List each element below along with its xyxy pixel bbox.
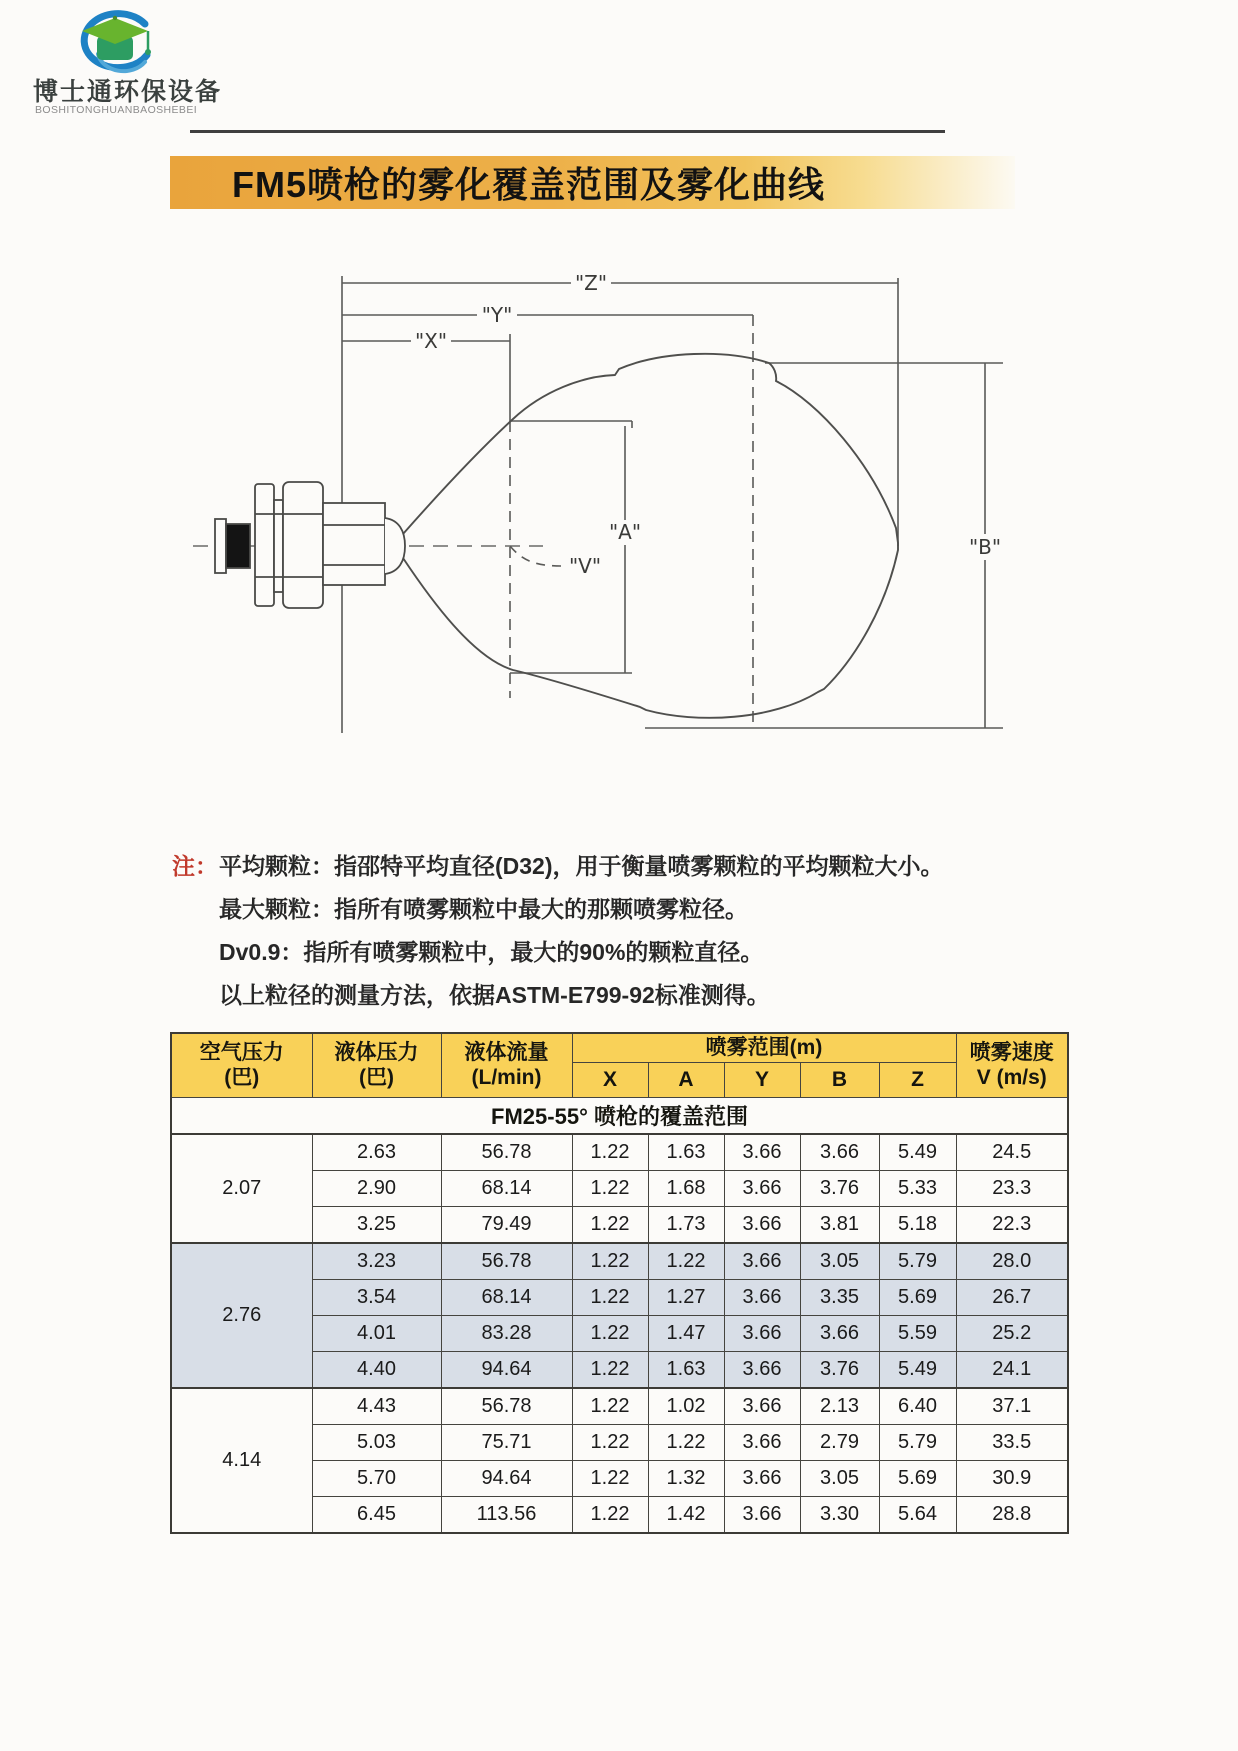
cell-value: 3.66	[724, 1171, 800, 1207]
col-header-z: Z	[879, 1063, 956, 1098]
col-header-liquid-flow: 液体流量 (L/min)	[441, 1033, 572, 1098]
logo-graphic-icon	[50, 10, 180, 76]
note-prefix: 注：	[172, 853, 218, 879]
cell-value: 37.1	[956, 1388, 1068, 1425]
cell-value: 4.43	[312, 1388, 441, 1425]
cell-value: 3.23	[312, 1243, 441, 1280]
cell-value: 94.64	[441, 1352, 572, 1389]
col-header-b: B	[800, 1063, 879, 1098]
col-header-spray-range: 喷雾范围(m)	[572, 1033, 956, 1063]
cell-value: 1.22	[572, 1316, 648, 1352]
spray-gun-nozzle	[215, 482, 405, 608]
cell-value: 22.3	[956, 1207, 1068, 1244]
note-line-3	[172, 931, 1002, 974]
cell-value: 3.66	[724, 1134, 800, 1171]
cell-value: 1.47	[648, 1316, 724, 1352]
col-header-y: Y	[724, 1063, 800, 1098]
table-row	[171, 1243, 1068, 1280]
note-line-1	[172, 845, 1002, 888]
cell-value: 1.22	[572, 1461, 648, 1497]
cell-value: 3.66	[724, 1316, 800, 1352]
cell-value: 2.63	[312, 1134, 441, 1171]
cell-air-pressure: 2.76	[171, 1243, 312, 1388]
cell-value: 83.28	[441, 1316, 572, 1352]
cell-value: 3.35	[800, 1280, 879, 1316]
dimension-labels	[411, 271, 1009, 578]
cell-value: 1.63	[648, 1352, 724, 1389]
cell-value: 3.66	[724, 1461, 800, 1497]
cell-value: 56.78	[441, 1243, 572, 1280]
col-header-x: X	[572, 1063, 648, 1098]
dim-label-x: "X"	[414, 329, 448, 353]
cell-value: 94.64	[441, 1461, 572, 1497]
col-header-velocity: 喷雾速度 V (m/s)	[956, 1033, 1068, 1098]
cell-value: 1.32	[648, 1461, 724, 1497]
cell-value: 3.25	[312, 1207, 441, 1244]
header-divider	[190, 130, 945, 133]
spec-table-body	[171, 1134, 1068, 1533]
cell-value: 5.79	[879, 1425, 956, 1461]
cell-value: 1.22	[572, 1497, 648, 1534]
cell-value: 25.2	[956, 1316, 1068, 1352]
cell-value: 3.66	[724, 1207, 800, 1244]
cell-air-pressure: 2.07	[171, 1134, 312, 1243]
dim-label-z: "Z"	[574, 271, 608, 295]
cell-value: 1.63	[648, 1134, 724, 1171]
cell-value: 1.68	[648, 1171, 724, 1207]
cell-value: 3.66	[724, 1243, 800, 1280]
cell-value: 28.8	[956, 1497, 1068, 1534]
cell-value: 3.54	[312, 1280, 441, 1316]
coverage-table	[170, 1032, 1069, 1534]
cell-value: 30.9	[956, 1461, 1068, 1497]
dim-label-b: "B"	[968, 535, 1002, 559]
cell-value: 1.22	[648, 1425, 724, 1461]
cell-value: 113.56	[441, 1497, 572, 1534]
cell-value: 1.22	[572, 1352, 648, 1389]
cell-value: 5.49	[879, 1352, 956, 1389]
cell-value: 3.76	[800, 1171, 879, 1207]
cell-value: 1.27	[648, 1280, 724, 1316]
cell-value: 3.66	[724, 1352, 800, 1389]
table-title-row	[171, 1098, 1068, 1135]
cell-value: 5.70	[312, 1461, 441, 1497]
cell-value: 1.22	[572, 1134, 648, 1171]
cell-value: 1.22	[572, 1425, 648, 1461]
dim-label-v: "V"	[568, 554, 602, 578]
cell-value: 2.13	[800, 1388, 879, 1425]
col-header-liquid-pressure: 液体压力 (巴)	[312, 1033, 441, 1098]
col-header-air-pressure: 空气压力 (巴)	[171, 1033, 312, 1098]
note-text: 平均颗粒：指邵特平均直径(D32)，用于衡量喷雾颗粒的平均颗粒大小。	[219, 853, 944, 879]
cell-value: 5.64	[879, 1497, 956, 1534]
cell-value: 79.49	[441, 1207, 572, 1244]
notes-section	[172, 845, 1002, 1017]
note-line-2	[172, 888, 1002, 931]
cell-air-pressure: 4.14	[171, 1388, 312, 1533]
cell-value: 68.14	[441, 1171, 572, 1207]
logo-company-name: 博士通环保设备	[33, 78, 223, 106]
table-row	[171, 1134, 1068, 1171]
cell-value: 3.30	[800, 1497, 879, 1534]
cell-value: 5.49	[879, 1134, 956, 1171]
cell-value: 3.66	[724, 1280, 800, 1316]
cell-value: 24.5	[956, 1134, 1068, 1171]
cell-value: 5.03	[312, 1425, 441, 1461]
spray-coverage-diagram	[175, 228, 1035, 743]
dim-label-a: "A"	[608, 520, 642, 544]
cell-value: 1.22	[572, 1388, 648, 1425]
note-text: 以上粒径的测量方法，依据ASTM-E799-92标准测得。	[219, 982, 770, 1008]
note-line-4	[172, 974, 1002, 1017]
cell-value: 1.22	[572, 1280, 648, 1316]
table-header-row	[171, 1033, 1068, 1063]
cell-value: 3.81	[800, 1207, 879, 1244]
col-header-a: A	[648, 1063, 724, 1098]
cell-value: 3.05	[800, 1461, 879, 1497]
note-text: Dv0.9：指所有喷雾颗粒中，最大的90%的颗粒直径。	[219, 939, 764, 965]
cell-value: 75.71	[441, 1425, 572, 1461]
cell-value: 5.69	[879, 1280, 956, 1316]
cell-value: 1.22	[572, 1171, 648, 1207]
cell-value: 1.73	[648, 1207, 724, 1244]
cell-value: 6.40	[879, 1388, 956, 1425]
company-logo	[30, 8, 230, 128]
dim-label-y: "Y"	[481, 303, 513, 327]
cell-value: 5.69	[879, 1461, 956, 1497]
cell-value: 26.7	[956, 1280, 1068, 1316]
cell-value: 3.66	[724, 1497, 800, 1534]
cell-value: 3.76	[800, 1352, 879, 1389]
cell-value: 5.59	[879, 1316, 956, 1352]
note-text: 最大颗粒：指所有喷雾颗粒中最大的那颗喷雾粒径。	[219, 896, 748, 922]
cell-value: 2.79	[800, 1425, 879, 1461]
cell-value: 1.22	[648, 1243, 724, 1280]
cell-value: 1.22	[572, 1207, 648, 1244]
logo-company-name-pinyin: BOSHITONGHUANBAOSHEBEI	[35, 104, 198, 116]
cell-value: 56.78	[441, 1134, 572, 1171]
table-title: FM25-55° 喷枪的覆盖范围	[171, 1098, 1068, 1135]
cell-value: 5.79	[879, 1243, 956, 1280]
page-title: FM5喷枪的雾化覆盖范围及雾化曲线	[232, 164, 826, 205]
cell-value: 3.66	[800, 1316, 879, 1352]
cell-value: 3.66	[724, 1425, 800, 1461]
cell-value: 1.42	[648, 1497, 724, 1534]
cell-value: 24.1	[956, 1352, 1068, 1389]
cell-value: 4.40	[312, 1352, 441, 1389]
cell-value: 23.3	[956, 1171, 1068, 1207]
cell-value: 5.18	[879, 1207, 956, 1244]
cell-value: 2.90	[312, 1171, 441, 1207]
cell-value: 28.0	[956, 1243, 1068, 1280]
cell-value: 4.01	[312, 1316, 441, 1352]
cell-value: 3.66	[724, 1388, 800, 1425]
cell-value: 3.05	[800, 1243, 879, 1280]
cell-value: 1.22	[572, 1243, 648, 1280]
cell-value: 1.02	[648, 1388, 724, 1425]
cell-value: 56.78	[441, 1388, 572, 1425]
cell-value: 33.5	[956, 1425, 1068, 1461]
cell-value: 68.14	[441, 1280, 572, 1316]
spray-envelope	[403, 354, 898, 718]
cell-value: 6.45	[312, 1497, 441, 1534]
cell-value: 3.66	[800, 1134, 879, 1171]
title-banner	[170, 156, 1015, 209]
table-row	[171, 1388, 1068, 1425]
cell-value: 5.33	[879, 1171, 956, 1207]
